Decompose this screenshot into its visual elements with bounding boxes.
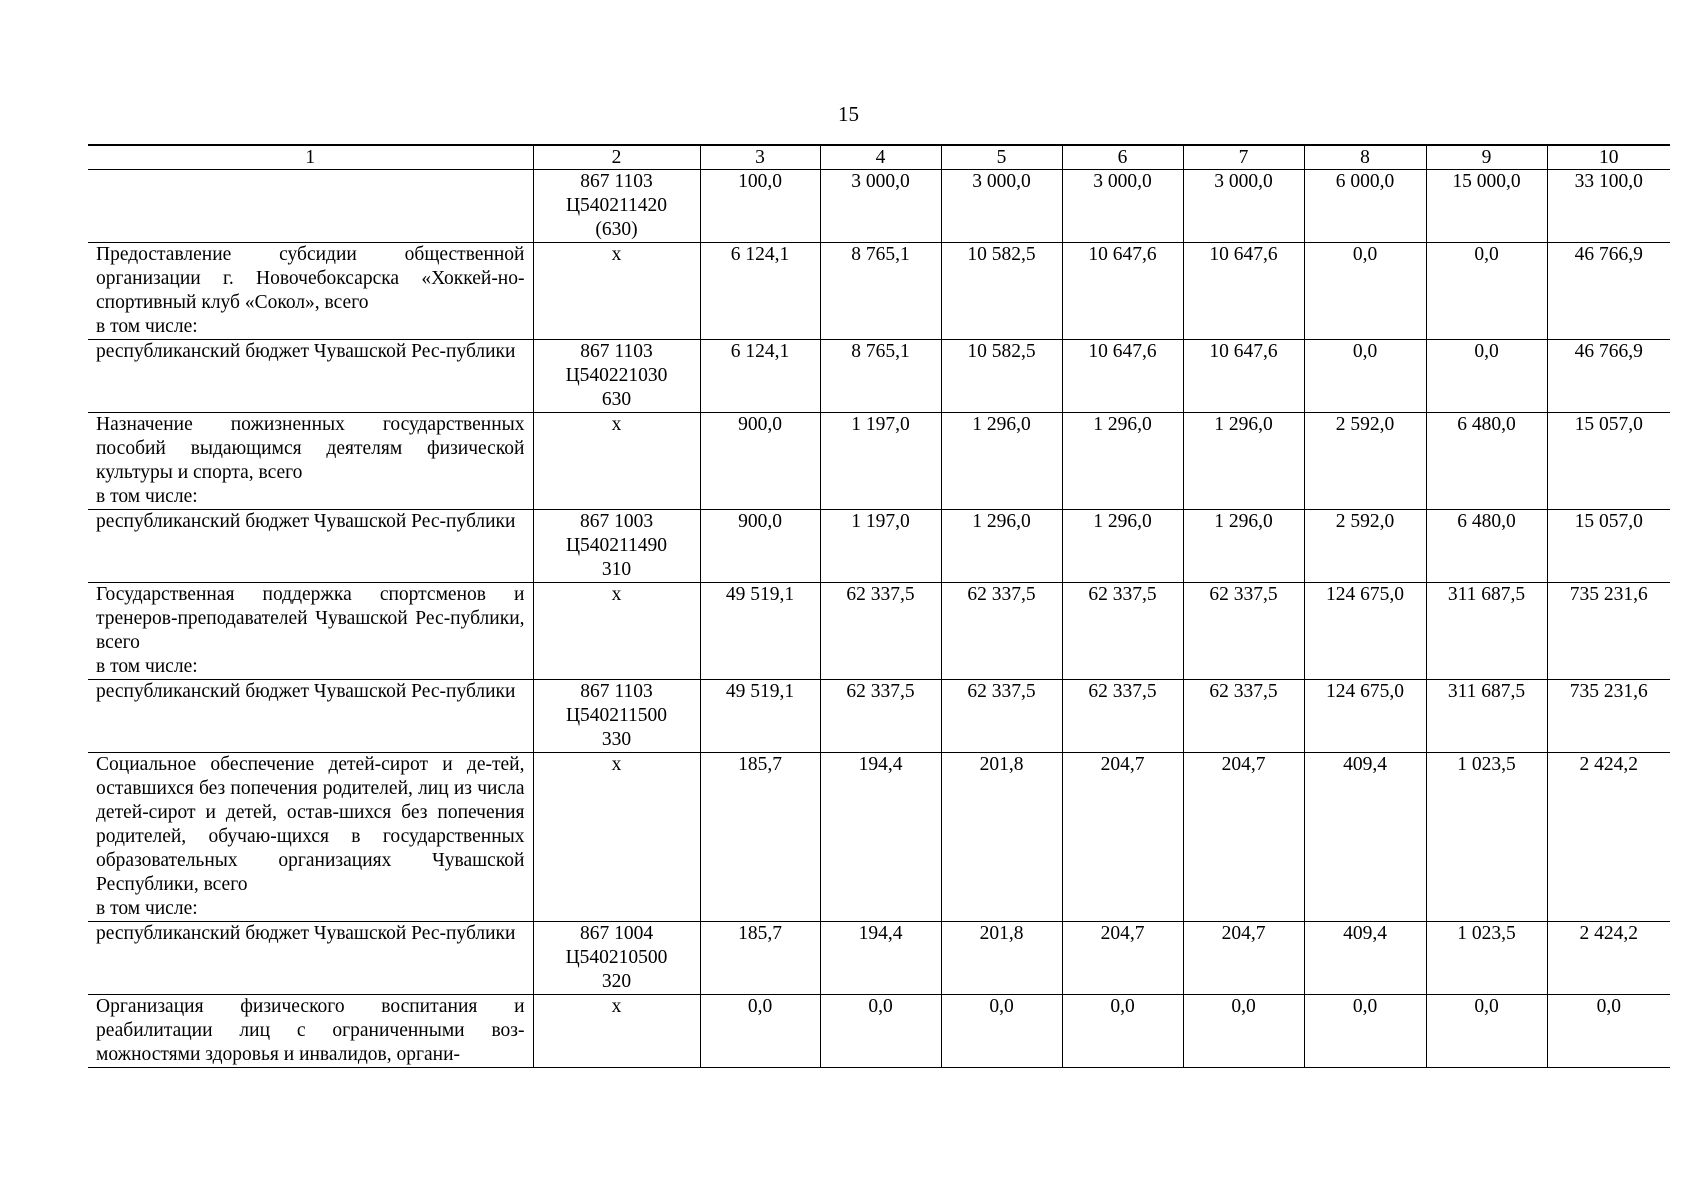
table-row	[88, 922, 1670, 995]
description-line: Организация физического воспитания и реабилитации лиц с ограниченными воз-можностями здоровья и инвалидов, органи-	[96, 996, 525, 1065]
table-row	[88, 753, 1670, 922]
budget-code-line: Ц540221030	[565, 365, 668, 386]
value-cell-col-10: 735 231,6	[1547, 680, 1670, 753]
budget-code-line: Ц540210500	[565, 947, 668, 968]
budget-code-line: 867 1103	[580, 171, 653, 192]
value-cell-col-3: 185,7	[700, 922, 820, 995]
column-number-6: 6	[1062, 145, 1183, 170]
row-description	[88, 413, 533, 510]
table-row	[88, 680, 1670, 753]
budget-table	[88, 144, 1670, 1068]
value-cell-col-5: 1 296,0	[941, 413, 1062, 510]
value-cell-col-5: 62 337,5	[941, 583, 1062, 680]
budget-code-line: 320	[601, 971, 632, 992]
value-cell-col-5: 3 000,0	[941, 170, 1062, 243]
budget-code-line: х	[611, 414, 622, 435]
description-line: в том числе:	[96, 656, 198, 677]
budget-code-line: 867 1004	[579, 923, 654, 944]
value-cell-col-10: 15 057,0	[1547, 413, 1670, 510]
value-cell-col-4: 3 000,0	[820, 170, 941, 243]
value-cell-col-8: 409,4	[1304, 922, 1426, 995]
budget-code-line: Ц540211490	[565, 535, 668, 556]
value-cell-col-6: 1 296,0	[1062, 510, 1183, 583]
value-cell-col-3: 900,0	[700, 510, 820, 583]
value-cell-col-3: 0,0	[700, 995, 820, 1068]
value-cell-col-4: 0,0	[820, 995, 941, 1068]
budget-code	[533, 413, 700, 510]
value-cell-col-4: 8 765,1	[820, 340, 941, 413]
row-description	[88, 340, 533, 413]
value-cell-col-9: 0,0	[1426, 995, 1547, 1068]
value-cell-col-4: 1 197,0	[820, 510, 941, 583]
budget-code-line: 330	[601, 729, 632, 750]
value-cell-col-6: 3 000,0	[1062, 170, 1183, 243]
description-line: в том числе:	[96, 486, 198, 507]
description-line: республиканский бюджет Чувашской Рес-публики	[96, 681, 516, 702]
row-description	[88, 922, 533, 995]
value-cell-col-9: 15 000,0	[1426, 170, 1547, 243]
budget-code	[533, 170, 700, 243]
value-cell-col-8: 2 592,0	[1304, 413, 1426, 510]
value-cell-col-3: 6 124,1	[700, 243, 820, 340]
column-number-3: 3	[700, 145, 820, 170]
description-line: в том числе:	[96, 898, 198, 919]
budget-code-line: (630)	[595, 219, 638, 240]
value-cell-col-8: 0,0	[1304, 340, 1426, 413]
table-row	[88, 243, 1670, 340]
value-cell-col-3: 6 124,1	[700, 340, 820, 413]
table-row	[88, 170, 1670, 243]
value-cell-col-6: 204,7	[1062, 753, 1183, 922]
value-cell-col-8: 124 675,0	[1304, 583, 1426, 680]
budget-code	[533, 340, 700, 413]
value-cell-col-3: 100,0	[700, 170, 820, 243]
budget-code	[533, 922, 700, 995]
budget-code-line: Ц540211420	[565, 195, 668, 216]
budget-code	[533, 510, 700, 583]
value-cell-col-10: 735 231,6	[1547, 583, 1670, 680]
value-cell-col-8: 2 592,0	[1304, 510, 1426, 583]
value-cell-col-7: 204,7	[1183, 922, 1304, 995]
description-line: в том числе:	[96, 316, 198, 337]
budget-code	[533, 583, 700, 680]
budget-code-line: 867 1003	[579, 511, 654, 532]
value-cell-col-9: 1 023,5	[1426, 753, 1547, 922]
value-cell-col-5: 201,8	[941, 922, 1062, 995]
value-cell-col-8: 409,4	[1304, 753, 1426, 922]
description-line: республиканский бюджет Чувашской Рес-публики	[96, 341, 516, 362]
value-cell-col-9: 6 480,0	[1426, 510, 1547, 583]
value-cell-col-9: 1 023,5	[1426, 922, 1547, 995]
value-cell-col-7: 3 000,0	[1183, 170, 1304, 243]
value-cell-col-5: 1 296,0	[941, 510, 1062, 583]
value-cell-col-6: 10 647,6	[1062, 340, 1183, 413]
value-cell-col-5: 10 582,5	[941, 340, 1062, 413]
value-cell-col-10: 0,0	[1547, 995, 1670, 1068]
column-number-8: 8	[1304, 145, 1426, 170]
value-cell-col-8: 124 675,0	[1304, 680, 1426, 753]
budget-code-line: 630	[601, 389, 632, 410]
value-cell-col-4: 1 197,0	[820, 413, 941, 510]
value-cell-col-7: 1 296,0	[1183, 413, 1304, 510]
value-cell-col-6: 0,0	[1062, 995, 1183, 1068]
value-cell-col-6: 62 337,5	[1062, 583, 1183, 680]
budget-code-line: х	[611, 754, 622, 775]
value-cell-col-7: 62 337,5	[1183, 680, 1304, 753]
value-cell-col-7: 0,0	[1183, 995, 1304, 1068]
column-number-2: 2	[533, 145, 700, 170]
column-number-row	[88, 145, 1670, 170]
table-row	[88, 995, 1670, 1068]
column-number-7: 7	[1183, 145, 1304, 170]
page-number: 15	[838, 102, 859, 126]
budget-code-line: х	[611, 244, 622, 265]
value-cell-col-6: 204,7	[1062, 922, 1183, 995]
value-cell-col-7: 204,7	[1183, 753, 1304, 922]
budget-code-line: х	[611, 996, 622, 1017]
budget-code-line: 867 1103	[580, 681, 653, 702]
value-cell-col-4: 194,4	[820, 922, 941, 995]
budget-code	[533, 995, 700, 1068]
budget-code-line: Ц540211500	[565, 705, 668, 726]
value-cell-col-4: 62 337,5	[820, 680, 941, 753]
value-cell-col-9: 311 687,5	[1426, 583, 1547, 680]
row-description	[88, 995, 533, 1068]
description-line: республиканский бюджет Чувашской Рес-публики	[96, 511, 516, 532]
table-row	[88, 413, 1670, 510]
row-description	[88, 170, 533, 243]
column-number-4: 4	[820, 145, 941, 170]
value-cell-col-5: 62 337,5	[941, 680, 1062, 753]
column-number-5: 5	[941, 145, 1062, 170]
value-cell-col-10: 2 424,2	[1547, 753, 1670, 922]
column-number-9: 9	[1426, 145, 1547, 170]
value-cell-col-6: 62 337,5	[1062, 680, 1183, 753]
table-row	[88, 510, 1670, 583]
row-description	[88, 510, 533, 583]
row-description	[88, 680, 533, 753]
value-cell-col-9: 0,0	[1426, 243, 1547, 340]
value-cell-col-5: 0,0	[941, 995, 1062, 1068]
value-cell-col-10: 46 766,9	[1547, 243, 1670, 340]
value-cell-col-10: 2 424,2	[1547, 922, 1670, 995]
value-cell-col-8: 0,0	[1304, 243, 1426, 340]
budget-code	[533, 243, 700, 340]
value-cell-col-7: 10 647,6	[1183, 243, 1304, 340]
value-cell-col-9: 0,0	[1426, 340, 1547, 413]
value-cell-col-10: 46 766,9	[1547, 340, 1670, 413]
row-description	[88, 243, 533, 340]
budget-code	[533, 680, 700, 753]
description-line: Государственная поддержка спортсменов и тренеров-преподавателей Чувашской Рес-публики, всего	[96, 584, 525, 653]
value-cell-col-7: 1 296,0	[1183, 510, 1304, 583]
value-cell-col-10: 33 100,0	[1547, 170, 1670, 243]
description-line: Назначение пожизненных государственных пособий выдающимся деятелям физической культуры и спорта, всего	[96, 414, 525, 483]
value-cell-col-4: 8 765,1	[820, 243, 941, 340]
value-cell-col-8: 0,0	[1304, 995, 1426, 1068]
value-cell-col-3: 49 519,1	[700, 680, 820, 753]
value-cell-col-7: 62 337,5	[1183, 583, 1304, 680]
value-cell-col-3: 900,0	[700, 413, 820, 510]
value-cell-col-10: 15 057,0	[1547, 510, 1670, 583]
value-cell-col-5: 10 582,5	[941, 243, 1062, 340]
row-description	[88, 753, 533, 922]
budget-code-line: х	[611, 584, 622, 605]
value-cell-col-4: 194,4	[820, 753, 941, 922]
value-cell-col-3: 185,7	[700, 753, 820, 922]
budget-code-line: 310	[601, 559, 632, 580]
value-cell-col-8: 6 000,0	[1304, 170, 1426, 243]
value-cell-col-5: 201,8	[941, 753, 1062, 922]
description-line: Предоставление субсидии общественной организации г. Новочебоксарска «Хоккей-но-спортивный клуб «Сокол», всего	[96, 244, 525, 313]
value-cell-col-7: 10 647,6	[1183, 340, 1304, 413]
description-line: Социальное обеспечение детей-сирот и де-тей, оставшихся без попечения родителей, лиц из числа детей-сирот и детей, остав-шихся без попечения родителей, обучаю-щихся в государственных образовательных организациях Чувашской Республики, всего	[96, 754, 525, 895]
table-row	[88, 583, 1670, 680]
column-number-10: 10	[1547, 145, 1670, 170]
row-description	[88, 583, 533, 680]
value-cell-col-9: 6 480,0	[1426, 413, 1547, 510]
value-cell-col-9: 311 687,5	[1426, 680, 1547, 753]
value-cell-col-6: 1 296,0	[1062, 413, 1183, 510]
table-row	[88, 340, 1670, 413]
description-line: республиканский бюджет Чувашской Рес-публики	[96, 923, 516, 944]
budget-code-line: 867 1103	[580, 341, 653, 362]
value-cell-col-4: 62 337,5	[820, 583, 941, 680]
budget-code	[533, 753, 700, 922]
column-number-1: 1	[88, 145, 533, 170]
value-cell-col-6: 10 647,6	[1062, 243, 1183, 340]
value-cell-col-3: 49 519,1	[700, 583, 820, 680]
